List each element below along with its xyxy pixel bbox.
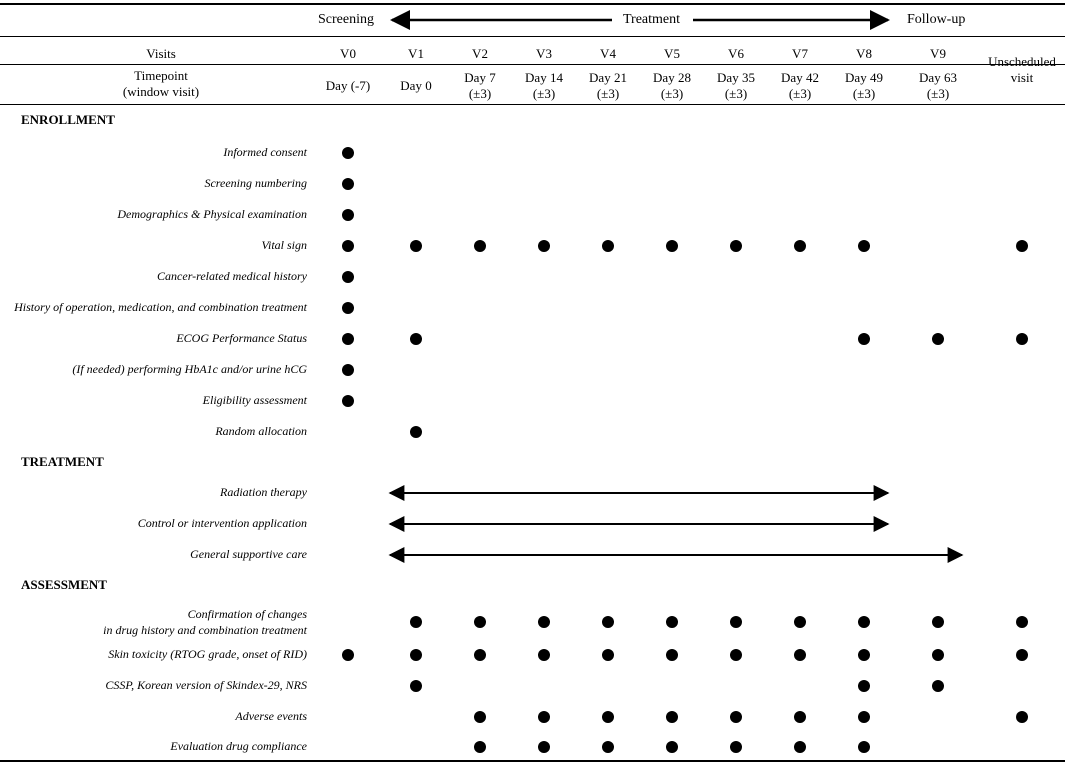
row-label: Screening numbering [204,176,307,190]
schedule-dot [1016,711,1028,723]
schedule-dot [666,741,678,753]
schedule-dot [342,333,354,345]
schedule-dot [410,649,422,661]
visit-id-v8: V8 [856,46,872,61]
row-label: Confirmation of changes in drug history and combination treatment [103,607,307,637]
unscheduled-header [988,54,1056,86]
visit-timepoint-v6: Day 35 (±3) [717,70,755,101]
schedule-dot [538,240,550,252]
schedule-dot [666,240,678,252]
visit-timepoint-v7: Day 42 (±3) [781,70,819,101]
phase-treatment: Treatment [623,12,681,27]
schedule-dot [602,240,614,252]
schedule-dot [342,395,354,407]
schedule-dot [342,302,354,314]
row-label: (If needed) performing HbA1c and/or urine hCG [72,362,307,376]
schedule-dot [730,741,742,753]
row-label: Demographics & Physical examination [117,207,307,221]
row-label: Eligibility assessment [202,393,307,407]
visit-id-v3: V3 [536,46,552,61]
schedule-dot [794,616,806,628]
schedule-dot [410,240,422,252]
schedule-dot [932,649,944,661]
row-label: Random allocation [215,424,307,438]
schedule-dot [858,333,870,345]
row-label: ECOG Performance Status [176,331,307,345]
visit-id-v0: V0 [340,46,356,61]
visit-timepoint-v3: Day 14 (±3) [525,70,563,101]
unscheduled-label-line1: Unscheduled [988,54,1056,69]
schedule-dot [538,711,550,723]
schedule-dot [794,240,806,252]
schedule-dot [858,680,870,692]
schedule-dot [858,649,870,661]
visit-id-v5: V5 [664,46,680,61]
schedule-dot [474,741,486,753]
schedule-dot [342,209,354,221]
section-enrollment: ENROLLMENT [21,112,115,127]
schedule-dot [730,240,742,252]
timepoint-sublabel: (window visit) [122,84,200,99]
schedule-dot [1016,333,1028,345]
visit-timepoint-v5: Day 28 (±3) [653,70,691,101]
visit-id-v4: V4 [600,46,616,61]
schedule-dot [538,741,550,753]
row-label: General supportive care [190,547,307,561]
schedule-dot [858,711,870,723]
schedule-dot [342,178,354,190]
schedule-dot [730,616,742,628]
row-label: Adverse events [235,709,307,723]
schedule-dot [858,616,870,628]
schedule-dot [342,364,354,376]
row-label: Cancer-related medical history [157,269,307,283]
phase-screening: Screening [318,12,374,27]
schedule-dot [474,240,486,252]
schedule-dot [932,333,944,345]
schedule-dot [794,649,806,661]
schedule-dot [932,680,944,692]
schedule-dot [342,240,354,252]
schedule-dot [794,711,806,723]
unscheduled-label-line2: visit [1010,70,1034,85]
section-treatment: TREATMENT [21,454,104,469]
visit-id-v6: V6 [728,46,744,61]
row-label: Vital sign [261,238,307,252]
schedule-dot [666,711,678,723]
visit-id-v2: V2 [472,46,488,61]
schedule-dot [858,240,870,252]
visits-header: Visits [146,46,176,61]
schedule-dot [474,616,486,628]
schedule-dot [342,271,354,283]
row-label: Radiation therapy [220,485,307,499]
visit-id-v9: V9 [930,46,946,61]
schedule-dot [1016,240,1028,252]
schedule-dot [342,649,354,661]
schedule-dot [474,711,486,723]
schedule-dot [932,616,944,628]
row-label: Control or intervention application [137,516,307,530]
schedule-dot [602,616,614,628]
schedule-dot [410,680,422,692]
schedule-dot [666,649,678,661]
schedule-dot [410,426,422,438]
timepoint-label: Timepoint [134,68,188,83]
visit-timepoint-v0: Day (-7) [325,78,371,93]
schedule-dot [858,741,870,753]
row-label: Evaluation drug compliance [170,739,307,753]
schedule-dot [602,711,614,723]
schedule-dot [410,616,422,628]
timepoint-header [123,68,199,100]
visit-id-v7: V7 [792,46,808,61]
row-label: CSSP, Korean version of Skindex-29, NRS [105,678,307,692]
schedule-dot [666,616,678,628]
schedule-dot [602,741,614,753]
visit-timepoint-v4: Day 21 (±3) [589,70,627,101]
schedule-dot [1016,616,1028,628]
row-label: Informed consent [223,145,307,159]
schedule-dot [602,649,614,661]
schedule-dot [474,649,486,661]
visit-timepoint-v9: Day 63 (±3) [919,70,957,101]
section-assessment: ASSESSMENT [21,577,107,592]
visit-timepoint-v2: Day 7 (±3) [464,70,496,101]
schedule-dot [730,711,742,723]
schedule-dot [410,333,422,345]
row-label: Skin toxicity (RTOG grade, onset of RID) [108,647,307,661]
schedule-dot [342,147,354,159]
visit-timepoint-v8: Day 49 (±3) [845,70,883,101]
phase-followup: Follow-up [907,12,966,27]
schedule-dot [730,649,742,661]
schedule-dot [1016,649,1028,661]
schedule-dot [794,741,806,753]
visit-id-v1: V1 [408,46,424,61]
row-label: History of operation, medication, and combination treatment [14,300,307,314]
schedule-dot [538,616,550,628]
visit-timepoint-v1: Day 0 [400,78,432,93]
schedule-dot [538,649,550,661]
